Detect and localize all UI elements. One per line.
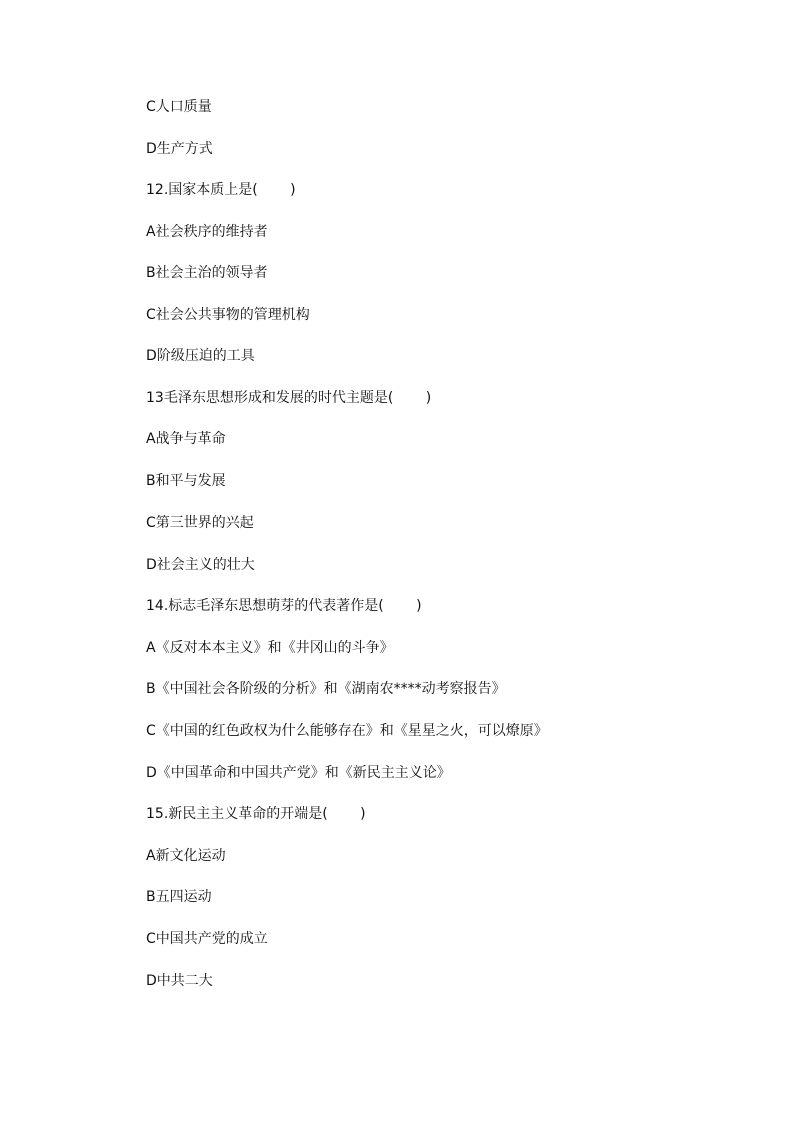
option-a-q15: A新文化运动 [146, 848, 226, 864]
option-a-q13: A战争与革命 [146, 431, 226, 447]
option-b-q13: B和平与发展 [146, 473, 226, 489]
option-c-q14: C《中国的红色政权为什么能够存在》和《星星之火，可以燎原》 [146, 723, 548, 739]
question-12: 12.国家本质上是( ) [146, 182, 296, 198]
option-c-q11: C人口质量 [146, 99, 212, 115]
option-d-q12: D阶级压迫的工具 [146, 348, 255, 364]
option-a-q12: A社会秩序的维持者 [146, 224, 268, 240]
option-b-q15: B五四运动 [146, 889, 212, 905]
option-d-q14: D《中国革命和中国共产党》和《新民主主义论》 [146, 765, 451, 781]
option-b-q14: B《中国社会各阶级的分析》和《湖南农****动考察报告》 [146, 681, 506, 697]
option-b-q12: B社会主治的领导者 [146, 265, 268, 281]
option-c-q15: C中国共产党的成立 [146, 931, 268, 947]
question-15: 15.新民主主义革命的开端是( ) [146, 806, 366, 822]
option-d-q11: D生产方式 [146, 141, 213, 157]
question-14: 14.标志毛泽东思想萌芽的代表著作是( ) [146, 598, 422, 614]
option-c-q12: C社会公共事物的管理机构 [146, 307, 310, 323]
option-c-q13: C第三世界的兴起 [146, 515, 254, 531]
option-d-q15: D中共二大 [146, 973, 213, 989]
question-13: 13毛泽东思想形成和发展的时代主题是( ) [146, 390, 432, 406]
option-d-q13: D社会主义的壮大 [146, 557, 255, 573]
option-a-q14: A《反对本本主义》和《井冈山的斗争》 [146, 640, 394, 656]
